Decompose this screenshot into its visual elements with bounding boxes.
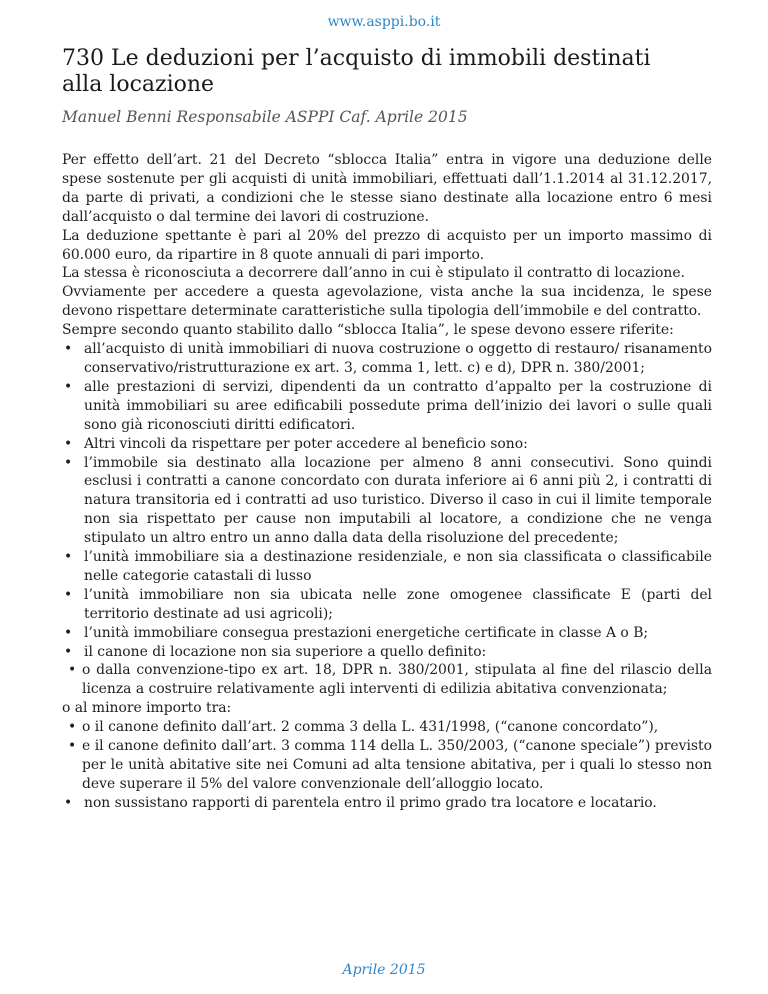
list-item: • l’immobile sia destinato alla locazione per almeno 8 anni consecutivi. Sono quindi esclusi i contratti a canone concordato con durata inferiore ai 6 anni più 2, i contratti di natura transitoria ed i contratti ad uso turistico. Diverso il caso in cui il limite temporale non sia rispettato per cause non imputabili al locatore, a condizione che ne venga stipulato un altro entro un anno dalla data della risoluzione del precedente; — [62, 454, 712, 549]
article-body — [62, 151, 712, 813]
list-item: • l’unità immobiliare non sia ubicata nelle zone omogenee classificate E (parti del territorio destinate ad usi agricoli); — [62, 586, 712, 624]
paragraph-minor-amount: o al minore importo tra: — [62, 700, 232, 717]
paragraph-requirements: Ovviamente per accedere a questa agevolazione, vista anche la sua incidenza, le spese devono rispettare determinate caratteristiche sulla tipologia dell’immobile e del contratto. — [62, 284, 712, 320]
footer-date: Aprile 2015 — [342, 962, 426, 978]
list-item: • l’unità immobiliare consegua prestazioni energetiche certificate in classe A o B; — [62, 624, 712, 643]
list-item: • il canone di locazione non sia superiore a quello definito: — [62, 643, 712, 662]
list-item: • alle prestazioni di servizi, dipendenti da un contratto d’appalto per la costruzione di unità immobiliari su aree edificabili possedute prima dell’inizio dei lavori o sulle quali sono già riconosciuti diritti edificatori. — [62, 378, 712, 435]
paragraph-deduction: La deduzione spettante è pari al 20% del prezzo di acquisto per un importo massimo di 60.000 euro, da ripartire in 8 quote annuali di pari importo. — [62, 227, 712, 263]
canone-list — [62, 718, 712, 813]
list-item: • all’acquisto di unità immobiliari di nuova costruzione o oggetto di restauro/ risanamento conservativo/ristrutturazione ex art. 3, comma 1, lett. c) e d), DPR n. 380/2001; — [62, 340, 712, 378]
byline: Manuel Benni Responsabile ASPPI Caf. Aprile 2015 — [62, 108, 468, 126]
list-item: • l’unità immobiliare sia a destinazione residenziale, e non sia classificata o classificabile nelle categorie catastali di lusso — [62, 548, 712, 586]
paragraph-intro: Per effetto dell’art. 21 del Decreto “sblocca Italia” entra in vigore una deduzione delle spese sostenute per gli acquisti di unità immobiliari, effettuati dall’1.1.2014 al 31.12.2017, da parte di privati, a condizioni che le stesse siano destinate alla locazione entro 6 mesi dall’acquisto o dal termine dei lavori di costruzione. — [62, 152, 712, 225]
site-url[interactable]: www.asppi.bo.it — [327, 14, 441, 30]
sub-list-item: • o il canone definito dall’art. 2 comma 3 della L. 431/1998, (“canone concordato”), — [62, 718, 712, 737]
sub-list-item: • e il canone definito dall’art. 3 comma 114 della L. 350/2003, (“canone speciale”) previsto per le unità abitative site nei Comuni ad alta tensione abitativa, per i quali lo stesso non deve superare il 5% del valore convenzionale dell’alloggio locato. — [62, 737, 712, 794]
conditions-list — [62, 340, 712, 699]
list-item: • non sussistano rapporti di parentela entro il primo grado tra locatore e locatario. — [62, 794, 712, 813]
list-item: • Altri vincoli da rispettare per poter accedere al beneficio sono: — [62, 435, 712, 454]
sub-list-item: • o dalla convenzione-tipo ex art. 18, DPR n. 380/2001, stipulata al fine del rilascio della licenza a costruire relativamente agli interventi di edilizia abitativa convenzionata; — [62, 661, 712, 699]
paragraph-expenses: Sempre secondo quanto stabilito dallo “sblocca Italia”, le spese devono essere riferite: — [62, 322, 674, 339]
page-title: 730 Le deduzioni per l’acquisto di immobili destinati alla locazione — [62, 46, 651, 97]
paragraph-start: La stessa è riconosciuta a decorrere dall’anno in cui è stipulato il contratto di locazione. — [62, 265, 685, 282]
